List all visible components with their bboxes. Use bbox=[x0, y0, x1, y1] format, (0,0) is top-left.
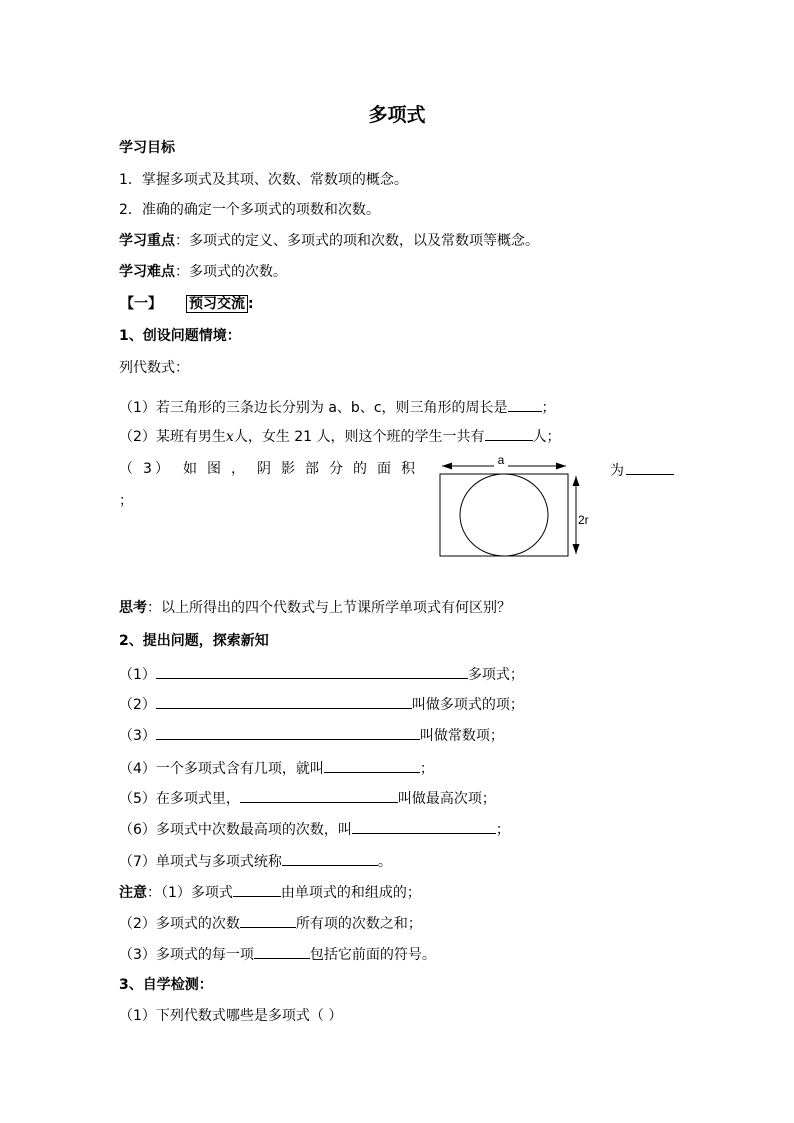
item-number: （4） bbox=[119, 761, 156, 777]
question-3-blank bbox=[626, 459, 674, 475]
item-post: 叫做多项式的项； bbox=[411, 697, 524, 713]
item-number: （1） bbox=[119, 667, 156, 683]
answer-blank bbox=[240, 787, 398, 803]
q3-char: 分 bbox=[329, 461, 343, 477]
dimension-2r-arrow-bottom bbox=[573, 544, 580, 554]
definition-item-2 bbox=[119, 693, 524, 715]
definition-item-1 bbox=[119, 663, 524, 685]
question-3-semicolon: ； bbox=[119, 493, 133, 509]
note-pre: （2）多项式的次数 bbox=[119, 916, 240, 932]
item-pre: 单项式与多项式统称 bbox=[155, 854, 282, 870]
answer-blank bbox=[282, 850, 378, 866]
think-line bbox=[119, 598, 511, 618]
definition-item-3 bbox=[119, 724, 504, 746]
note-item-2 bbox=[119, 912, 422, 934]
definition-item-4 bbox=[119, 757, 434, 779]
think-label: 思考 bbox=[119, 600, 147, 616]
shaded-area-figure bbox=[436, 450, 596, 560]
focus-line bbox=[119, 231, 539, 251]
question-2-pre: （2）某班有男生 bbox=[119, 429, 226, 445]
question-1-end: ； bbox=[541, 400, 556, 416]
question-1-text: （1）若三角形的三条边长分别为 a、b、c，则三角形的周长是 bbox=[119, 400, 508, 416]
question-2-end: 人； bbox=[532, 429, 561, 445]
part1-intro: 列代数式： bbox=[119, 360, 189, 376]
q3-char: 影 bbox=[281, 461, 295, 477]
answer-blank bbox=[156, 663, 468, 679]
note-post: 所有项的次数之和； bbox=[295, 916, 422, 932]
q3-char: 阴 bbox=[257, 461, 271, 477]
goals-heading: 学习目标 bbox=[119, 140, 175, 156]
item-number: （5） bbox=[119, 791, 156, 807]
note-pre: （3）多项式的每一项 bbox=[119, 947, 254, 963]
note-item-3 bbox=[119, 943, 436, 965]
difficulty-label: 学习难点 bbox=[119, 264, 175, 280]
section1-title: 预习交流 bbox=[186, 295, 248, 313]
q3-char: 的 bbox=[353, 461, 367, 477]
q3-char: 部 bbox=[305, 461, 319, 477]
dimension-a-arrow-left bbox=[442, 463, 452, 470]
answer-blank bbox=[156, 693, 412, 709]
item-pre: 在多项式里， bbox=[155, 791, 240, 807]
item-post: ； bbox=[419, 761, 434, 777]
item-post: 叫做最高次项； bbox=[397, 791, 496, 807]
question-3-answer bbox=[610, 459, 674, 481]
focus-label: 学习重点 bbox=[119, 233, 175, 249]
q3-char: 如 bbox=[183, 461, 197, 477]
note-blank bbox=[233, 881, 281, 897]
section1-header bbox=[120, 294, 254, 314]
question-2-blank bbox=[485, 425, 533, 441]
note-post: 包括它前面的符号。 bbox=[309, 947, 436, 963]
part1-heading: 1、创设问题情境： bbox=[119, 328, 241, 344]
page-title: 多项式 bbox=[368, 104, 426, 126]
question-1-blank bbox=[508, 396, 542, 412]
item-post: 。 bbox=[377, 854, 392, 870]
item-pre: 一个多项式含有几项，就叫 bbox=[155, 761, 324, 777]
note-post: 由单项式的和组成的； bbox=[280, 885, 421, 901]
item-pre: 多项式中次数最高项的次数，叫 bbox=[155, 822, 352, 838]
figure-rectangle bbox=[440, 474, 568, 556]
question-2-mid: 人，女生 21 人，则这个班的学生一共有 bbox=[233, 429, 485, 445]
item-number: （6） bbox=[119, 822, 156, 838]
q3-char: 积 bbox=[401, 461, 415, 477]
goal-item-1: 1．掌握多项式及其项、次数、常数项的概念。 bbox=[119, 172, 408, 188]
item-post: ； bbox=[495, 822, 510, 838]
definition-item-7 bbox=[119, 850, 392, 872]
item-number: （7） bbox=[119, 854, 156, 870]
note-blank bbox=[240, 912, 296, 928]
answer-blank bbox=[352, 818, 496, 834]
part3-heading: 3、自学检测： bbox=[119, 977, 213, 993]
dimension-2r-label: 2r bbox=[578, 513, 589, 527]
q3-char: （ bbox=[119, 461, 133, 477]
note-item-1 bbox=[119, 881, 421, 903]
item-number: （3） bbox=[119, 728, 156, 744]
think-text: ：以上所得出的四个代数式与上节课所学单项式有何区别？ bbox=[147, 600, 511, 616]
definition-item-5 bbox=[119, 787, 496, 809]
dimension-a-arrow-right bbox=[556, 463, 566, 470]
section1-bracket: 【一】 bbox=[120, 296, 162, 312]
question-3-wei: 为 bbox=[610, 463, 624, 479]
goal-item-2: 2．准确的确定一个多项式的项数和次数。 bbox=[119, 202, 380, 218]
dimension-2r-arrow-top bbox=[573, 476, 580, 486]
part2-heading: 2、提出问题，探索新知 bbox=[119, 633, 269, 649]
note-blank bbox=[254, 943, 310, 959]
answer-blank bbox=[324, 757, 420, 773]
figure-circle bbox=[460, 474, 548, 556]
q3-char: 面 bbox=[377, 461, 391, 477]
answer-blank bbox=[156, 724, 420, 740]
item-number: （2） bbox=[119, 697, 156, 713]
q3-char: ） bbox=[155, 461, 169, 477]
difficulty-text: ：多项式的次数。 bbox=[175, 264, 287, 280]
item-post: 叫做常数项； bbox=[419, 728, 504, 744]
focus-text: ：多项式的定义、多项式的项和次数，以及常数项等概念。 bbox=[175, 233, 539, 249]
q3-char: 3 bbox=[143, 461, 152, 477]
note-pre: ：（1）多项式 bbox=[147, 885, 233, 901]
q3-char: ， bbox=[231, 461, 245, 477]
section1-colon: : bbox=[248, 296, 254, 312]
question-1 bbox=[119, 396, 556, 418]
item-post: 多项式； bbox=[467, 667, 524, 683]
dimension-a-label: a bbox=[497, 453, 505, 467]
difficulty-line bbox=[119, 262, 287, 282]
note-label: 注意 bbox=[119, 885, 147, 901]
q3-char: 图 bbox=[207, 461, 221, 477]
question-2-var: x bbox=[225, 429, 234, 445]
question-2 bbox=[119, 425, 561, 447]
definition-item-6 bbox=[119, 818, 510, 840]
part3-question-1: （1）下列代数式哪些是多项式（ ） bbox=[119, 1008, 343, 1024]
